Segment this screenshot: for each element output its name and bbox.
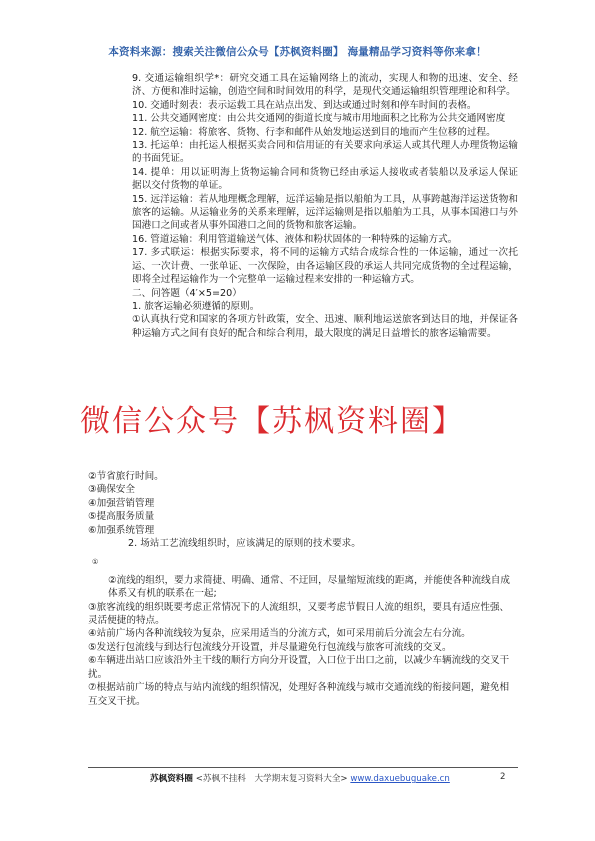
- list-item: ②节省旅行时间。: [88, 471, 164, 482]
- page-footer: [150, 772, 520, 784]
- question-1-title: 1. 旅客运输必须遵循的原则。: [132, 300, 260, 312]
- definition-12: 12. 航空运输：将旅客、货物、行李和邮件从始发地运送到目的地而产生位移的过程。: [132, 126, 496, 138]
- list-item: ③旅客流线的组织既要考虑正常情况下的人流组织，又要考虑节假日人流的组织，要具有适应性强、灵活便捷的特点。: [88, 601, 510, 627]
- list-item: ③确保安全: [88, 484, 135, 496]
- definition-17: 17. 多式联运：根据实际要求，将不同的运输方式结合成综合性的一体运输，通过一次托运、一次计费、一张单证、一次保险，由各运输区段的承运人共同完成货物的全过程运输，即将全过程运输作为一个完整单一运输过程来安排的一种运输方式。: [132, 247, 518, 286]
- definitions-block: [88, 72, 528, 340]
- page-header: 本资料来源：搜索关注微信公众号【苏枫资料圈】 海量精品学习资料等你来拿！: [108, 46, 487, 58]
- definition-14: 14. 提单：用以证明海上货物运输合同和货物已经由承运人接收或者装船以及承运人保证 据以交付货物的单证。: [132, 166, 528, 192]
- footer-divider: [88, 767, 518, 768]
- definition-9: 9. 交通运输组织学*：研究交通工具在运输网络上的流动，实现人和物的迅速、安全、经济、方便和准时运输，创造空间和时间效用的科学，是现代交通运输组织管理理论和科学。: [132, 73, 518, 98]
- question-2-answer-2: ②流线的组织，要力求简捷、明确、通常、不迂回，尽量缩短流线的距离，并能使各种流线自成体系又有机的联系在一起;: [108, 574, 510, 600]
- list-item: ④站前广场内各种流线较为复杂，应采用适当的分流方式，如可采用前后分流会左右分流。: [88, 628, 471, 640]
- footer-link[interactable]: www.daxuebuguake.cn: [350, 774, 450, 784]
- footer-brand: 苏枫资料圈: [150, 774, 193, 784]
- definition-11: 11. 公共交通网密度：由公共交通网的街道长度与城市用地面积之比称为公共交通网密度: [132, 113, 506, 125]
- list-item: ⑥车辆进出站口应该沿外主干线的顺行方向分开设置，入口位于出口之前，以减少车辆流线的交叉干扰。: [88, 655, 510, 680]
- definition-10: 10. 交通时刻表：表示运载工具在站点出发、到达或通过时刻和停车时间的表格。: [132, 99, 477, 111]
- list-item: ⑥加强系统管理: [88, 524, 155, 536]
- question-2-title: 2. 场站工艺流线组织时，应该满足的原则的技术要求。: [128, 538, 361, 550]
- list-item: ⑦根据站前广场的特点与站内流线的组织情况，处理好各种流线与城市交通流线的衔接问题，避免相互交叉干扰。: [88, 682, 510, 707]
- list-item: ⑤发送行包流线与到达行包流线分开设置，并尽量避免行包流线与旅客可流线的交叉。: [88, 641, 452, 653]
- page-number: 2: [500, 772, 506, 782]
- definition-16: 16. 管道运输：利用管道输送气体、液体和粉状固体的一种特殊的运输方式。: [132, 233, 458, 245]
- question-2-marker: ①: [92, 558, 99, 567]
- question-1-answer-1: ①认真执行党和国家的各项方针政策，安全、迅速、顺利地运送旅客到达目的地，并保证各种运输方式之间有良好的配合和综合利用，最大限度的满足日益增长的旅客运输需要。: [132, 314, 518, 339]
- section-title: 二、问答题（4′×5=20）: [132, 287, 242, 299]
- list-item: ④加强营销管理: [88, 497, 155, 509]
- footer-text: <苏枫不挂科 大学期末复习资料大全>: [192, 774, 351, 784]
- question-1-answers: [88, 470, 518, 708]
- watermark-text: 微信公众号【苏枫资料圈】: [80, 404, 464, 439]
- definition-15: 15. 远洋运输：若从地理概念理解，远洋运输是指以船舶为工具，从事跨越海洋运送货物和旅客的运输。从运输业务的关系来理解，远洋运输则是指以船舶为工具，从事本国港口与外国港口之间或者从事外国港口之间的货物和旅客运输。: [132, 193, 518, 232]
- definition-13: 13. 托运单：由托运人根据买卖合同和信用证的有关要求向承运人或其代理人办理货物运输的书面凭证。: [132, 140, 518, 165]
- list-item: ⑤提高服务质量: [88, 511, 155, 523]
